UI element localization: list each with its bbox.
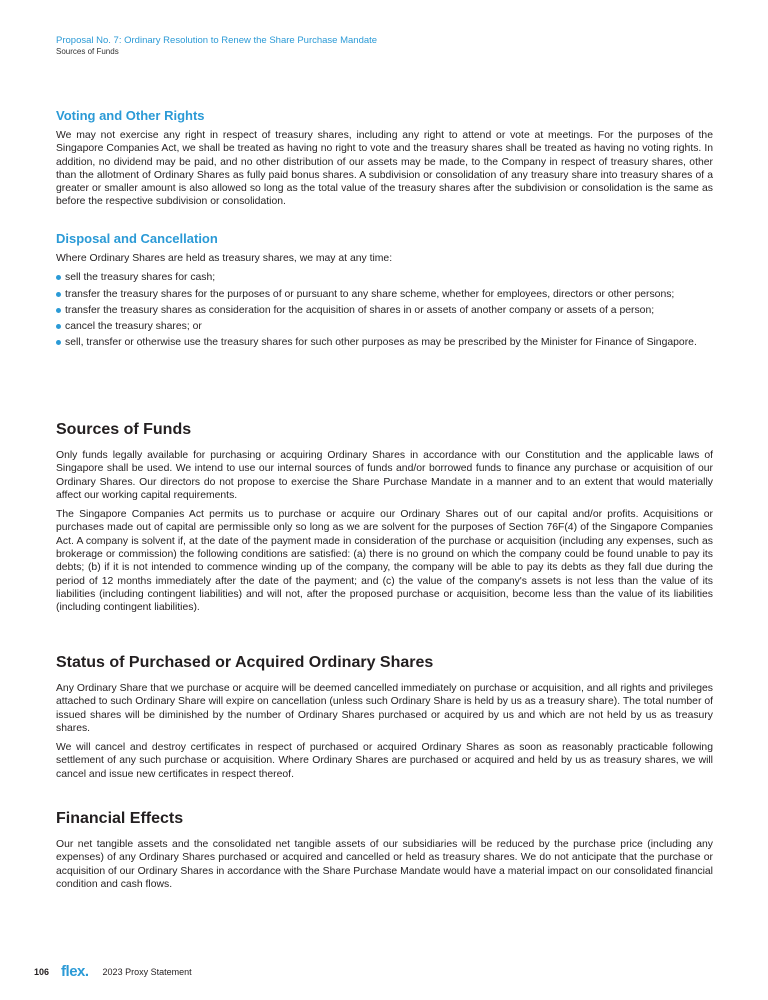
list-item: sell the treasury shares for cash; [56,271,713,284]
flex-logo: flex. [61,963,89,980]
sources-paragraph: The Singapore Companies Act permits us to purchase or acquire our Ordinary Shares out of our capital and/or profits. Acquisitions or purchases made out of capital are permissible only so long as we are solvent for the purposes of Section 76F(4) of the Singapore Companies Act. A company is solvent if, at the date of the payment made in consideration of the purchase or acquisition (including any expenses, such as brokerage or commission) the following conditions are satisfied: (a) there is no ground on which the company could be found unable to pay its debts; (b) if it is not intended to commence winding up of the company, the company will be able to pay its debts as they fall due during the period of 12 months immediately after the date of the payment; and (c) the value of the company's assets is not less than the value of its liabilities (including contingent liabilities) and will not, after the proposed purchase or acquisition, become less than the value of its liabilities (including contingent liabilities). [56,509,713,614]
page-number: 106 [34,966,50,977]
disposal-list [56,271,713,349]
bullet-icon [56,275,61,280]
status-paragraph: Any Ordinary Share that we purchase or acquire will be deemed cancelled immediately on purchase or acquisition, and all rights and privileges attached to such Ordinary Share will expire on cancellation (unless such Ordinary Share is held by us as a treasury share). The total number of issued shares will be diminished by the number of Ordinary Shares purchased or acquired by us and which are not held by us as treasury shares. [56,683,713,734]
bullet-icon [56,324,61,329]
bullet-icon [56,340,61,345]
disposal-heading: Disposal and Cancellation [56,231,218,246]
status-section [56,654,713,787]
disposal-intro: Where Ordinary Shares are held as treasury shares, we may at any time: [56,253,393,264]
sources-paragraph: Only funds legally available for purchasing or acquiring Ordinary Shares in accordance with our Constitution and the applicable laws of Singapore shall be used. We intend to use our internal sources of funds and/or borrowed funds to finance any purchase or acquisition of our Ordinary Shares. Our directors do not propose to exercise the Share Purchase Mandate in a manner and to an extent that would materially affect our working capital requirements. [56,450,713,501]
list-item: transfer the treasury shares as consideration for the acquisition of shares in or assets of another company or assets of a person; [56,304,713,317]
sources-section [56,421,713,621]
bullet-icon [56,308,61,313]
financial-section [56,810,713,897]
running-header-subtitle: Sources of Funds [56,47,119,56]
financial-heading: Financial Effects [56,810,184,827]
voting-section [56,108,713,215]
document-title: 2023 Proxy Statement [102,966,192,977]
disposal-section [56,231,713,353]
list-item: transfer the treasury shares for the purposes of or pursuant to any share scheme, whether for employees, directors or other persons; [56,288,713,301]
voting-heading: Voting and Other Rights [56,108,205,123]
voting-paragraph: We may not exercise any right in respect of treasury shares, including any right to attend or vote at meetings. For the purposes of the Singapore Companies Act, we shall be treated as having no right to vote and the treasury shares shall be treated as having no voting rights. In addition, no dividend may be paid, and no other distribution of our assets may be made, to the Company in respect of treasury shares, other than the allotment of Ordinary Shares as fully paid bonus shares. A subdivision or consolidation of any treasury share into treasury shares of a greater or smaller amount is also allowed so long as the total value of the treasury shares after the subdivision or consolidation is the same as before the respective subdivision or consolidation. [56,130,713,208]
sources-heading: Sources of Funds [56,421,192,438]
status-paragraph: We will cancel and destroy certificates in respect of purchased or acquired Ordinary Shares as soon as reasonably practicable following settlement of any such purchase or acquisition. Where Ordinary Shares are purchased or acquired and held by us as treasury shares, we will cancel and issue new certificates in respect thereof. [56,742,713,780]
list-item: sell, transfer or otherwise use the treasury shares for such other purposes as may be prescribed by the Minister for Finance of Singapore. [56,336,713,349]
bullet-icon [56,292,61,297]
status-heading: Status of Purchased or Acquired Ordinary Shares [56,654,434,671]
page-footer [34,963,192,980]
running-header-title: Proposal No. 7: Ordinary Resolution to Renew the Share Purchase Mandate [56,35,378,46]
list-item: cancel the treasury shares; or [56,320,713,333]
financial-paragraph: Our net tangible assets and the consolidated net tangible assets of our subsidiaries will be reduced by the purchase price (including any expenses) of any Ordinary Shares purchased or acquired and cancelled or held as treasury shares. We do not anticipate that the purchase or acquisition of our Ordinary Shares in accordance with the Share Purchase Mandate would have a material impact on our consolidated financial condition and cash flows. [56,839,713,890]
